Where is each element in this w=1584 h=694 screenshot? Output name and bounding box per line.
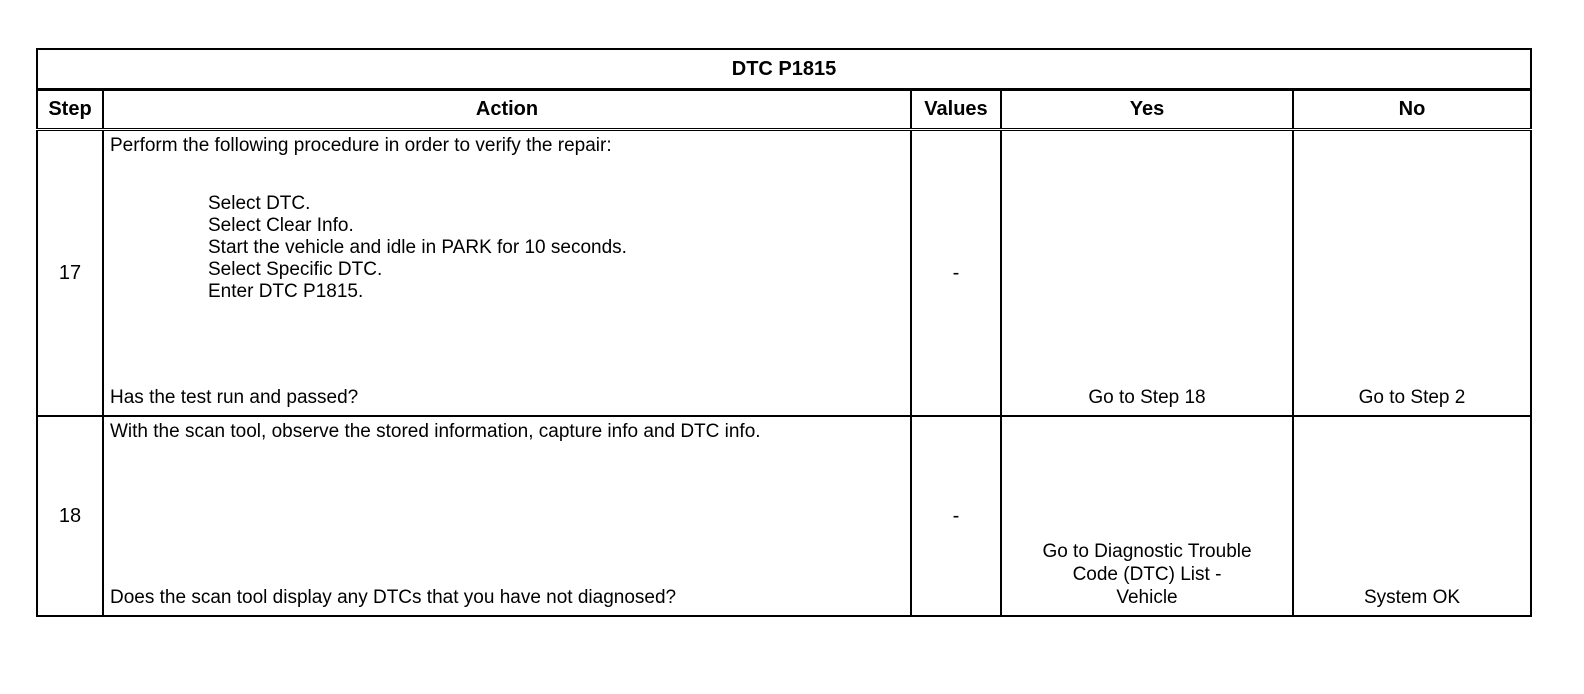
header-no: No — [1293, 90, 1531, 130]
no-result: System OK — [1293, 416, 1531, 616]
procedure-step: Select Specific DTC. — [208, 259, 383, 280]
yes-result: Go to Step 18 — [1001, 130, 1293, 417]
procedure-step: Select DTC. — [208, 193, 311, 214]
action-cell — [103, 130, 911, 417]
yes-result-line: Code (DTC) List - — [1072, 564, 1222, 585]
no-result: Go to Step 2 — [1293, 130, 1531, 417]
procedure-step: Start the vehicle and idle in PARK for 10 seconds. — [208, 237, 627, 258]
yes-result-line: Go to Diagnostic Trouble — [1042, 541, 1252, 562]
header-row — [37, 90, 1531, 130]
table-row-step-17 — [37, 130, 1531, 417]
procedure-step: Enter DTC P1815. — [208, 281, 364, 302]
values-cell: - — [911, 416, 1001, 616]
action-intro: With the scan tool, observe the stored information, capture info and DTC info. — [110, 421, 761, 442]
step-number: 17 — [37, 130, 103, 417]
dtc-table — [36, 48, 1532, 617]
yes-result — [1001, 416, 1293, 616]
header-action: Action — [103, 90, 911, 130]
procedure-list — [208, 193, 904, 303]
action-question: Has the test run and passed? — [110, 387, 359, 408]
header-values: Values — [911, 90, 1001, 130]
values-cell: - — [911, 130, 1001, 417]
yes-result-line: Vehicle — [1116, 587, 1178, 608]
action-question: Does the scan tool display any DTCs that you have not diagnosed? — [110, 587, 677, 608]
table-row-step-18 — [37, 416, 1531, 616]
procedure-step: Select Clear Info. — [208, 215, 354, 236]
action-cell — [103, 416, 911, 616]
header-yes: Yes — [1001, 90, 1293, 130]
header-step: Step — [37, 90, 103, 130]
step-number: 18 — [37, 416, 103, 616]
table-title: DTC P1815 — [37, 49, 1531, 90]
action-intro: Perform the following procedure in order to verify the repair: — [110, 135, 612, 156]
